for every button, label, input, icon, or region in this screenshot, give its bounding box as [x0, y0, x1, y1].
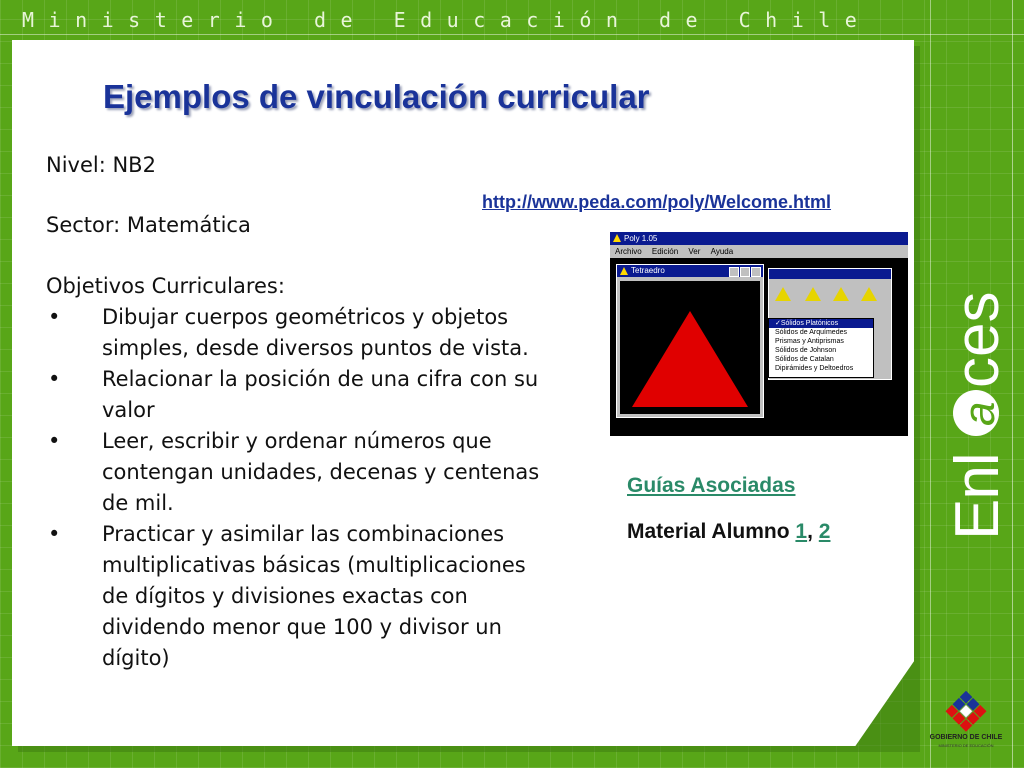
- enlaces-logo: [943, 238, 1012, 544]
- objective-line: dividendo menor que 100 y divisor un: [102, 615, 502, 639]
- solid-icon[interactable]: [775, 287, 791, 301]
- menu-edicion[interactable]: Edición: [651, 247, 679, 256]
- solid-icon[interactable]: [833, 287, 849, 301]
- svg-text:ces: ces: [943, 291, 1012, 388]
- menu-ayuda[interactable]: Ayuda: [710, 247, 734, 256]
- gobierno-text: GOBIERNO DE CHILE: [929, 734, 1003, 741]
- objective-line: Practicar y asimilar las combinaciones: [102, 522, 505, 546]
- app-window-title: Poly 1.05: [624, 234, 658, 243]
- dropdown-option[interactable]: Sólidos de Catalan: [775, 356, 834, 363]
- dropdown-option[interactable]: Sólidos de Johnson: [775, 347, 837, 354]
- frame-line: [930, 0, 931, 768]
- dropdown-option[interactable]: Prismas y Antiprismas: [775, 338, 844, 345]
- minimize-icon[interactable]: [729, 267, 739, 277]
- tetraedro-window: [616, 264, 764, 418]
- frame-line: [1012, 0, 1013, 768]
- app-titlebar: [610, 232, 908, 245]
- bullet-marker: •: [48, 305, 61, 329]
- objective-line: de mil.: [102, 491, 174, 515]
- bullet-marker: •: [48, 367, 61, 391]
- close-icon[interactable]: [751, 267, 761, 277]
- gobierno-chile-logo: [926, 690, 1006, 750]
- material-separator: ,: [807, 520, 813, 543]
- svg-text:Enl: Enl: [943, 453, 1012, 540]
- tetraedro-titlebar: [617, 265, 763, 277]
- objective-item: [46, 519, 586, 674]
- dropdown-option[interactable]: Dipirámides y Deltoedros: [775, 365, 854, 372]
- objective-line: Leer, escribir y ordenar números que: [102, 429, 492, 453]
- tetraedro-title: Tetraedro: [631, 266, 665, 275]
- objective-line: Dibujar cuerpos geométricos y objetos: [102, 305, 509, 329]
- dropdown-option[interactable]: Sólidos de Arquímedes: [775, 329, 847, 336]
- app-menubar: [610, 245, 908, 258]
- slide-title: Ejemplos de vinculación curricular: [103, 78, 650, 115]
- objective-line: Relacionar la posición de una cifra con su: [102, 367, 539, 391]
- solid-family-dropdown[interactable]: [768, 318, 874, 378]
- svg-text:a: a: [955, 401, 1004, 426]
- poly-app-screenshot: [610, 232, 908, 436]
- maximize-icon[interactable]: [740, 267, 750, 277]
- poly-website-link[interactable]: http://www.peda.com/poly/Welcome.html: [482, 192, 832, 212]
- objective-line: valor: [102, 398, 155, 422]
- tools-titlebar: [769, 269, 891, 279]
- sector-text: Sector: Matemática: [46, 213, 251, 237]
- objective-line: contengan unidades, decenas y centenas: [102, 460, 540, 484]
- tetrahedron-shape: [632, 311, 748, 407]
- dropdown-option[interactable]: ✓Sólidos Platónicos: [769, 319, 873, 328]
- material-link-1[interactable]: 1: [795, 520, 808, 543]
- ministerio-text: MINISTERIO DE EDUCACIÓN: [938, 743, 994, 748]
- nivel-text: Nivel: NB2: [46, 153, 156, 177]
- solid-icon[interactable]: [805, 287, 821, 301]
- solid-icon[interactable]: [861, 287, 877, 301]
- material-alumno: [627, 520, 830, 544]
- tetrahedron-canvas: [620, 281, 760, 414]
- material-label: Material Alumno: [627, 520, 790, 543]
- objective-item: [46, 426, 586, 519]
- frame-line: [0, 34, 1024, 35]
- objective-item: [46, 302, 586, 364]
- objective-line: de dígitos y divisiones exactas con: [102, 584, 468, 608]
- objetivos-heading: Objetivos Curriculares:: [46, 274, 285, 298]
- objective-item: [46, 364, 586, 426]
- menu-ver[interactable]: Ver: [688, 247, 701, 256]
- objective-line: multiplicativas básicas (multiplicaciones: [102, 553, 526, 577]
- guias-asociadas-link[interactable]: Guías Asociadas: [627, 474, 796, 497]
- warning-icon: [613, 234, 621, 242]
- menu-archivo[interactable]: Archivo: [615, 247, 642, 256]
- bullet-marker: •: [48, 429, 61, 453]
- bullet-marker: •: [48, 522, 61, 546]
- warning-icon: [620, 267, 628, 275]
- objective-line: simples, desde diversos puntos de vista.: [102, 336, 529, 360]
- material-link-2[interactable]: 2: [818, 520, 831, 543]
- objectives-list: [46, 302, 586, 674]
- objective-line: dígito): [102, 646, 170, 670]
- ministry-header: Ministerio de Educación de Chile: [22, 8, 872, 32]
